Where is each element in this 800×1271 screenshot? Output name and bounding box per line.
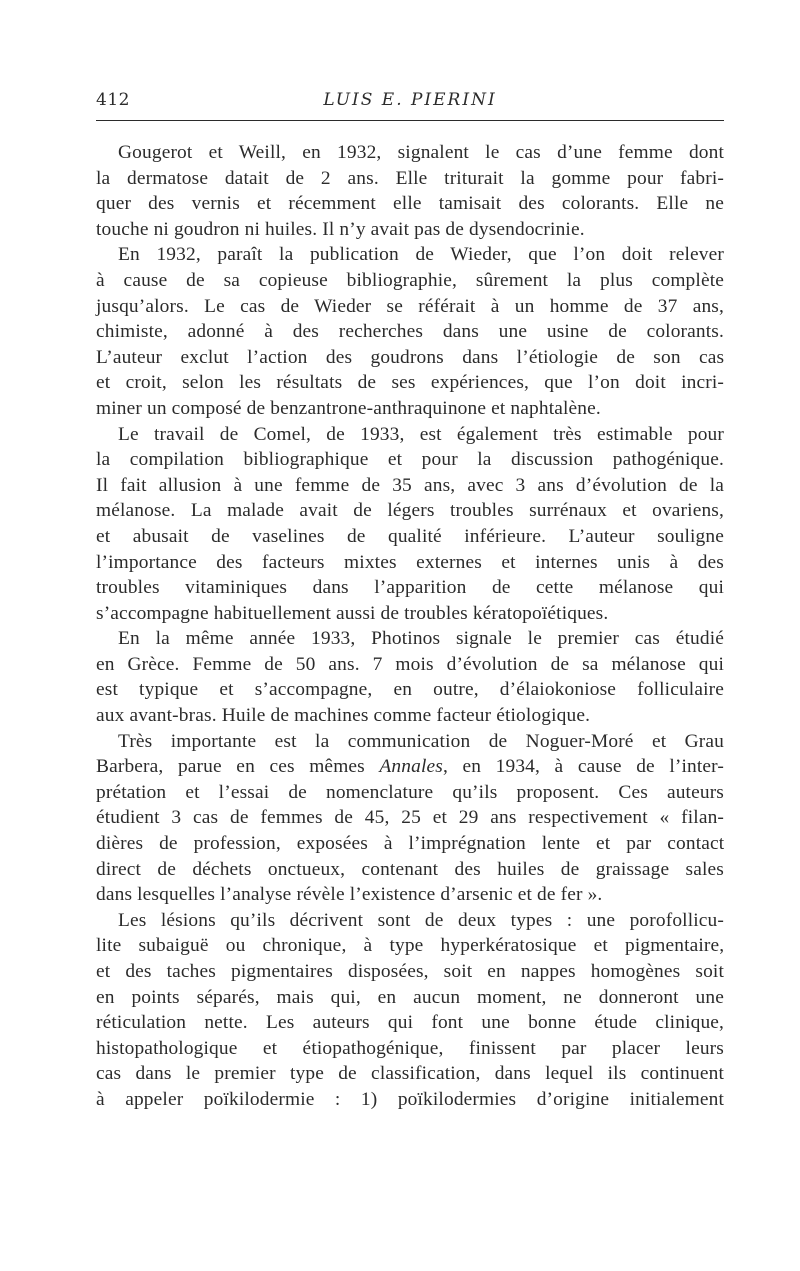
- text-line: à cause de sa copieuse bibliographie, sûrement la plus complète: [96, 269, 724, 291]
- text-line: l’importance des facteurs mixtes externes et internes unis à des: [96, 551, 724, 573]
- text-line: s’accompagne habituellement aussi de troubles kératopoïétiques.: [96, 602, 609, 624]
- text-line: touche ni goudron ni huiles. Il n’y avait pas de dysendocrinie.: [96, 218, 585, 240]
- text-line: En la même année 1933, Photinos signale le premier cas étudié: [118, 628, 724, 650]
- running-head: LUIS E. PIERINI: [323, 90, 497, 110]
- text-line: la dermatose datait de 2 ans. Elle triturait la gomme pour fabri-: [96, 167, 724, 189]
- text-line: cas dans le premier type de classification, dans lequel ils continuent: [96, 1063, 724, 1085]
- text-line: et croit, selon les résultats de ses expériences, que l’on doit incri-: [96, 372, 725, 394]
- journal-title: Annales: [379, 756, 443, 778]
- text-line: lite subaiguë ou chronique, à type hyperkératosique et pigmentaire,: [96, 935, 725, 957]
- text-line: aux avant-bras. Huile de machines comme facteur étiologique.: [96, 705, 591, 727]
- text-line: jusqu’alors. Le cas de Wieder se référait à un homme de 37 ans,: [96, 295, 724, 317]
- text-line: En 1932, paraît la publication de Wieder, que l’on doit relever: [118, 244, 724, 266]
- text-line: quer des vernis et récemment elle tamisait des colorants. Elle ne: [96, 193, 724, 215]
- header-rule: [96, 120, 724, 121]
- text-line: Il fait allusion à une femme de 35 ans, avec 3 ans d’évolution de la: [96, 474, 724, 496]
- text-line: [96, 754, 724, 780]
- text-line: Le travail de Comel, de 1933, est également très estimable pour: [118, 423, 724, 445]
- text-line: prétation et l’essai de nomenclature qu’ils proposent. Ces auteurs: [96, 781, 724, 803]
- text-line: mélanose. La malade avait de légers troubles surrénaux et ovariens,: [96, 500, 724, 522]
- text-line: la compilation bibliographique et pour la discussion pathogénique.: [96, 449, 724, 471]
- text-line: réticulation nette. Les auteurs qui font une bonne étude clinique,: [96, 1012, 725, 1034]
- text-line: à appeler poïkilodermie : 1) poïkilodermies d’origine initialement: [96, 1088, 724, 1110]
- text-line: et des taches pigmentaires disposées, soit en nappes homogènes soit: [96, 961, 724, 982]
- text-line: dans lesquelles l’analyse révèle l’existence d’arsenic et de fer ».: [96, 884, 603, 906]
- text-line: dières de profession, exposées à l’imprégnation lente et par contact: [96, 833, 725, 855]
- page-header: [96, 84, 724, 124]
- text-line: troubles vitaminiques dans l’apparition de cette mélanose qui: [96, 577, 724, 599]
- text-line: Très importante est la communication de Noguer-Moré et Grau: [118, 730, 724, 752]
- text-line: histopathologique et étiopathogénique, finissent par placer leurs: [96, 1037, 724, 1059]
- text-line: Gougerot et Weill, en 1932, signalent le cas d’une femme dont: [118, 142, 725, 163]
- text-line: étudient 3 cas de femmes de 45, 25 et 29 ans respectivement « filan-: [96, 807, 725, 829]
- text-segment: , en 1934, à cause de l’inter-: [442, 756, 725, 778]
- body-text: [96, 140, 724, 1113]
- text-line: en Grèce. Femme de 50 ans. 7 mois d’évolution de sa mélanose qui: [96, 653, 725, 675]
- text-line: direct de déchets onctueux, contenant des huiles de graissage sales: [96, 858, 724, 880]
- text-line: Les lésions qu’ils décrivent sont de deux types : une porofollicu-: [118, 909, 724, 931]
- text-line: miner un composé de benzantrone-anthraquinone et naphtalène.: [96, 397, 601, 419]
- text-segment: Barbera, parue en ces mêmes: [96, 756, 380, 778]
- text-line: L’auteur exclut l’action des goudrons dans l’étiologie de son cas: [96, 346, 725, 368]
- page-number: 412: [96, 90, 130, 110]
- text-line: est typique et s’accompagne, en outre, d’élaiokoniose folliculaire: [96, 679, 724, 701]
- text-line: chimiste, adonné à des recherches dans une usine de colorants.: [96, 321, 724, 343]
- text-line: en points séparés, mais qui, en aucun moment, ne donneront une: [96, 986, 724, 1008]
- text-line: et abusait de vaselines de qualité inférieure. L’auteur souligne: [96, 525, 724, 547]
